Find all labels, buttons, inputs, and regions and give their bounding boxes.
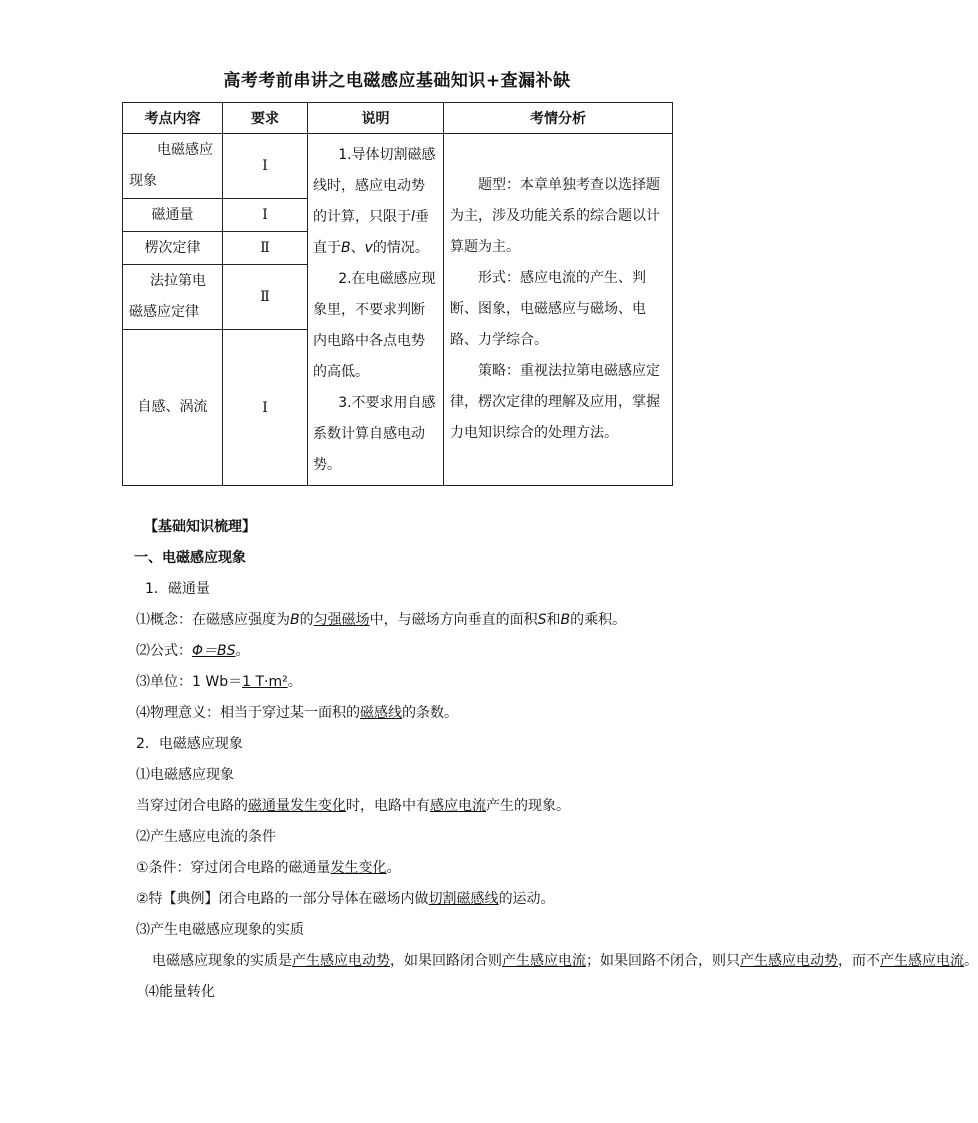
header-requirement: 要求 (223, 103, 308, 134)
paragraph-example: ②特【典例】闭合电路的一部分导体在磁场内做切割磁感线的运动。 (136, 891, 555, 907)
analysis-cell: 题型：本章单独考查以选择题为主，涉及功能关系的综合题以计算题为主。 形式：感应电流的产生、判断、图象，电磁感应与磁场、电路、力学综合。 策略：重视法拉第电磁感应定律，楞次定律的理解及应用，掌握力电知识综合的处理方法。 (444, 134, 673, 486)
topic-cell: 自感、涡流 (123, 330, 223, 486)
sub-heading: ⑵产生感应电流的条件 (136, 829, 276, 845)
item-heading: 1．磁通量 (145, 581, 210, 597)
topic-cell: 电磁感应 现象 (123, 134, 223, 199)
notes-cell: 1.导体切割磁感线时，感应电动势的计算，只限于l垂直于B、v的情况。 2.在电磁感应现象里，不要求判断内电路中各点电势的高低。 3.不要求用自感系数计算自感电动势。 (308, 134, 444, 486)
page-title: 高考考前串讲之电磁感应基础知识+查漏补缺 (223, 71, 571, 91)
document-body (134, 512, 978, 1008)
requirement-cell: Ⅰ (223, 330, 308, 486)
paragraph-essence: 电磁感应现象的实质是产生感应电动势，如果回路闭合则产生感应电流；如果回路不闭合，则只产生感应电动势，而不产生感应电流。 (152, 953, 978, 969)
paragraph-phenomenon: 当穿过闭合电路的磁通量发生变化时，电路中有感应电流产生的现象。 (136, 798, 570, 814)
requirement-cell: Ⅱ (223, 264, 308, 329)
section-heading: 一、电磁感应现象 (134, 550, 246, 566)
sub-heading: ⑶产生电磁感应现象的实质 (136, 922, 304, 938)
topic-cell: 楞次定律 (123, 232, 223, 265)
section-title: 【基础知识梳理】 (144, 519, 256, 535)
table-header-row (123, 103, 673, 134)
paragraph-meaning: ⑷物理意义：相当于穿过某一面积的磁感线的条数。 (136, 705, 458, 721)
paragraph-concept: ⑴概念：在磁感应强度为B的匀强磁场中，与磁场方向垂直的面积S和B的乘积。 (136, 612, 627, 628)
requirement-cell: Ⅱ (223, 232, 308, 265)
exam-spec-table (122, 102, 673, 486)
paragraph-unit: ⑶单位：1 Wb＝1 T·m²。 (136, 674, 302, 690)
paragraph-formula: ⑵公式：Φ＝BS。 (136, 643, 250, 659)
topic-cell: 磁通量 (123, 199, 223, 232)
header-analysis: 考情分析 (444, 103, 673, 134)
paragraph-condition: ①条件：穿过闭合电路的磁通量发生变化。 (136, 860, 401, 876)
item-heading: 2．电磁感应现象 (136, 736, 243, 752)
requirement-cell: Ⅰ (223, 199, 308, 232)
table-row (123, 134, 673, 199)
sub-heading: ⑷能量转化 (145, 984, 215, 1000)
sub-heading: ⑴电磁感应现象 (136, 767, 234, 783)
topic-cell: 法拉第电 磁感应定律 (123, 264, 223, 329)
header-topic: 考点内容 (123, 103, 223, 134)
requirement-cell: Ⅰ (223, 134, 308, 199)
header-notes: 说明 (308, 103, 444, 134)
